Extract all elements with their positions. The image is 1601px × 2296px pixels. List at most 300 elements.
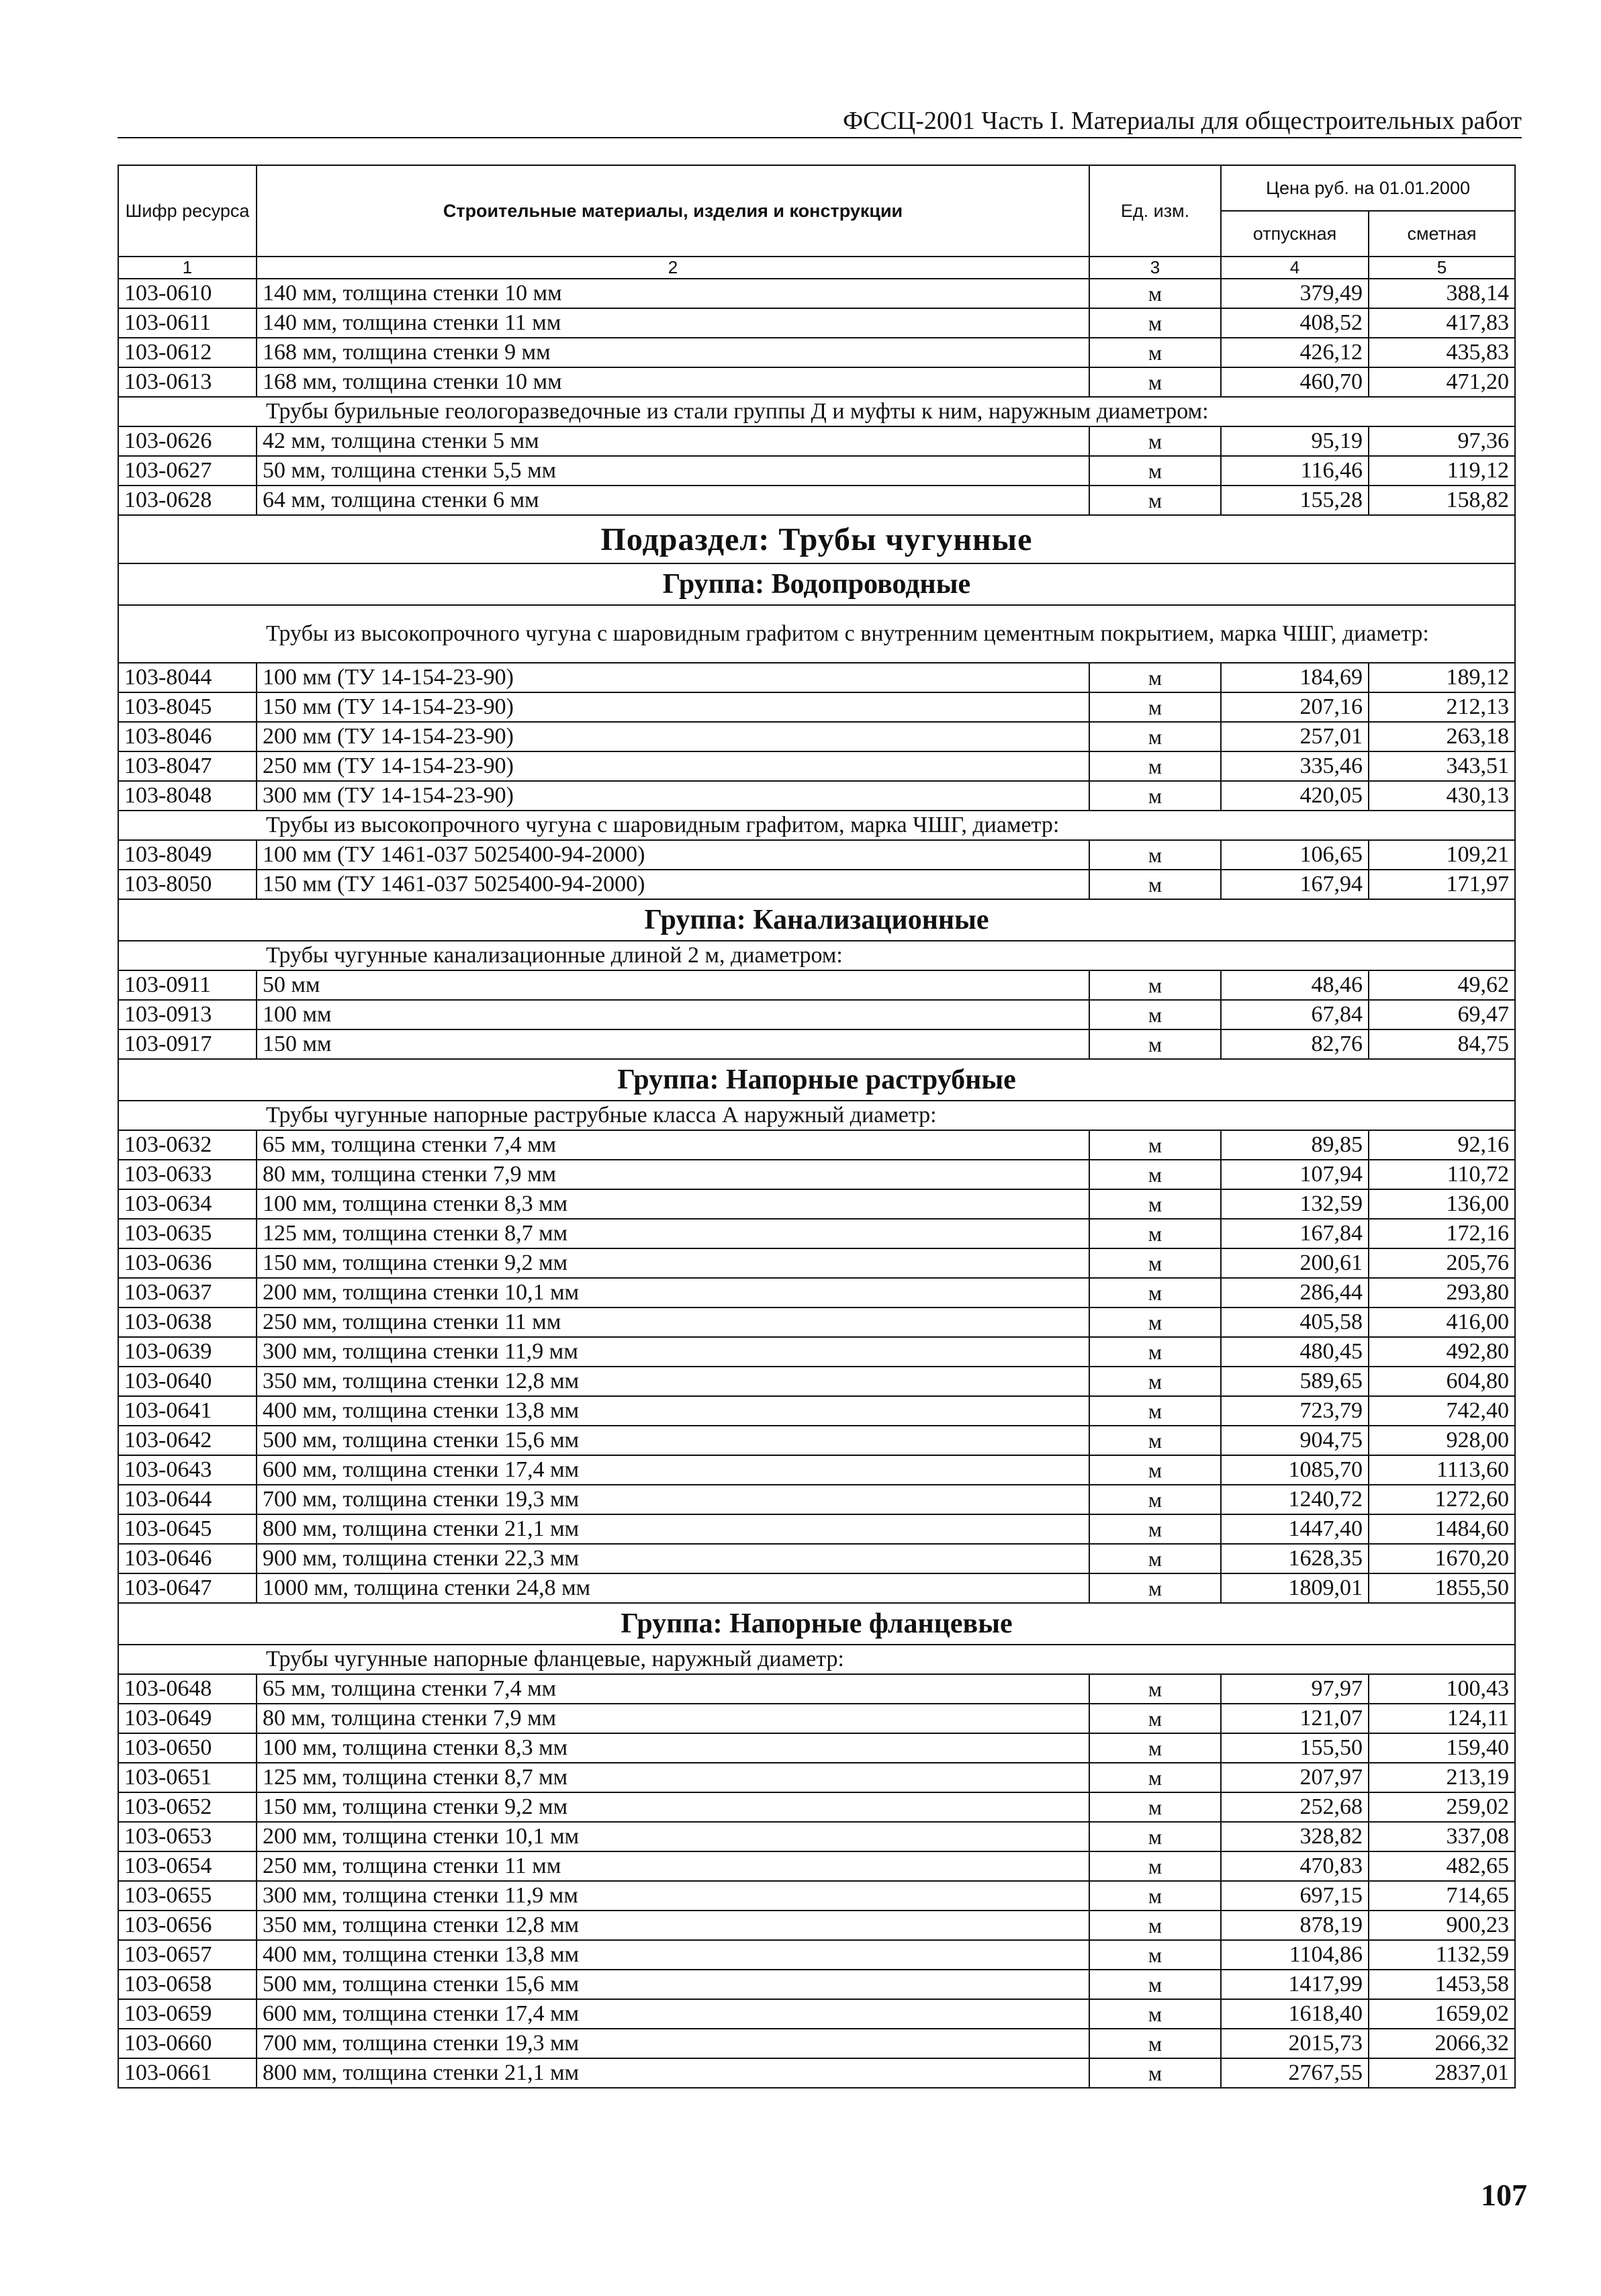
estimate-price: 109,21 (1369, 840, 1515, 870)
table-row (118, 1514, 1515, 1544)
table-row (118, 279, 1515, 308)
material-name: 42 мм, толщина стенки 5 мм (257, 426, 1089, 456)
estimate-price: 205,76 (1369, 1248, 1515, 1278)
estimate-price: 1132,59 (1369, 1940, 1515, 1970)
estimate-price: 92,16 (1369, 1130, 1515, 1160)
description-row (118, 811, 1515, 840)
material-name: 65 мм, толщина стенки 7,4 мм (257, 1674, 1089, 1704)
table-row (118, 1733, 1515, 1763)
estimate-price: 1484,60 (1369, 1514, 1515, 1544)
unit-cell: м (1089, 308, 1221, 338)
unit-cell: м (1089, 338, 1221, 367)
description-text: Трубы чугунные напорные фланцевые, наружный диаметр: (257, 1645, 1515, 1674)
unit-cell: м (1089, 870, 1221, 899)
estimate-price: 1855,50 (1369, 1573, 1515, 1603)
table-row (118, 751, 1515, 781)
release-price: 1628,35 (1221, 1544, 1369, 1573)
release-price: 95,19 (1221, 426, 1369, 456)
estimate-price: 1272,60 (1369, 1485, 1515, 1514)
release-price: 121,07 (1221, 1704, 1369, 1733)
release-price: 408,52 (1221, 308, 1369, 338)
resource-code: 103-0657 (118, 1940, 257, 1970)
table-row (118, 1189, 1515, 1219)
material-name: 125 мм, толщина стенки 8,7 мм (257, 1219, 1089, 1248)
table-body (118, 279, 1515, 2088)
release-price: 878,19 (1221, 1911, 1369, 1940)
release-price: 2015,73 (1221, 2029, 1369, 2058)
resource-code: 103-0653 (118, 1822, 257, 1851)
resource-code: 103-0659 (118, 1999, 257, 2029)
resource-code: 103-0642 (118, 1426, 257, 1455)
unit-cell: м (1089, 1573, 1221, 1603)
col-number: 3 (1089, 257, 1221, 279)
unit-cell: м (1089, 722, 1221, 751)
material-name: 64 мм, толщина стенки 6 мм (257, 486, 1089, 515)
release-price: 97,97 (1221, 1674, 1369, 1704)
release-price: 405,58 (1221, 1307, 1369, 1337)
estimate-price: 159,40 (1369, 1733, 1515, 1763)
table-row (118, 840, 1515, 870)
resource-code: 103-0632 (118, 1130, 257, 1160)
subsection-title: Подраздел: Трубы чугунные (118, 515, 1515, 563)
resource-code: 103-0661 (118, 2058, 257, 2088)
release-price: 480,45 (1221, 1337, 1369, 1367)
unit-cell: м (1089, 426, 1221, 456)
resource-code: 103-0913 (118, 1000, 257, 1029)
table-row (118, 663, 1515, 692)
estimate-price: 119,12 (1369, 456, 1515, 486)
unit-cell: м (1089, 279, 1221, 308)
release-price: 48,46 (1221, 970, 1369, 1000)
table-row (118, 308, 1515, 338)
material-name: 300 мм, толщина стенки 11,9 мм (257, 1337, 1089, 1367)
material-name: 150 мм (257, 1029, 1089, 1059)
page-number: 107 (1481, 2178, 1527, 2212)
table-row (118, 1367, 1515, 1396)
resource-code: 103-0640 (118, 1367, 257, 1396)
unit-cell: м (1089, 1999, 1221, 2029)
estimate-price: 69,47 (1369, 1000, 1515, 1029)
col-header-code: Шифр ресурса (118, 165, 257, 257)
unit-cell: м (1089, 1763, 1221, 1792)
description-row (118, 1645, 1515, 1674)
release-price: 2767,55 (1221, 2058, 1369, 2088)
table-row (118, 1763, 1515, 1792)
unit-cell: м (1089, 456, 1221, 486)
table-row (118, 1426, 1515, 1455)
material-name: 100 мм (ТУ 1461-037 5025400-94-2000) (257, 840, 1089, 870)
description-text: Трубы чугунные канализационные длиной 2 м, диаметром: (257, 941, 1515, 970)
table-row (118, 1029, 1515, 1059)
estimate-price: 416,00 (1369, 1307, 1515, 1337)
col-header-price: Цена руб. на 01.01.2000 (1221, 165, 1515, 211)
material-name: 100 мм (257, 1000, 1089, 1029)
resource-code: 103-0652 (118, 1792, 257, 1822)
estimate-price: 388,14 (1369, 279, 1515, 308)
unit-cell: м (1089, 1851, 1221, 1881)
resource-code: 103-0641 (118, 1396, 257, 1426)
material-name: 500 мм, толщина стенки 15,6 мм (257, 1426, 1089, 1455)
table-row (118, 1792, 1515, 1822)
release-price: 426,12 (1221, 338, 1369, 367)
table-row (118, 2058, 1515, 2088)
group-row (118, 899, 1515, 941)
unit-cell: м (1089, 1000, 1221, 1029)
material-name: 200 мм, толщина стенки 10,1 мм (257, 1278, 1089, 1307)
material-name: 900 мм, толщина стенки 22,3 мм (257, 1544, 1089, 1573)
resource-code: 103-0643 (118, 1455, 257, 1485)
unit-cell: м (1089, 367, 1221, 397)
release-price: 167,84 (1221, 1219, 1369, 1248)
estimate-price: 212,13 (1369, 692, 1515, 722)
material-name: 140 мм, толщина стенки 10 мм (257, 279, 1089, 308)
description-row (118, 941, 1515, 970)
estimate-price: 158,82 (1369, 486, 1515, 515)
resource-code: 103-0638 (118, 1307, 257, 1337)
material-name: 800 мм, толщина стенки 21,1 мм (257, 1514, 1089, 1544)
unit-cell: м (1089, 1426, 1221, 1455)
resource-code: 103-0639 (118, 1337, 257, 1367)
description-text: Трубы из высокопрочного чугуна с шаровидным графитом с внутренним цементным покрытием, марка ЧШГ, диаметр: (257, 605, 1515, 663)
unit-cell: м (1089, 1822, 1221, 1851)
estimate-price: 189,12 (1369, 663, 1515, 692)
release-price: 207,16 (1221, 692, 1369, 722)
unit-cell: м (1089, 1455, 1221, 1485)
estimate-price: 1113,60 (1369, 1455, 1515, 1485)
resource-code: 103-0611 (118, 308, 257, 338)
table-row (118, 1000, 1515, 1029)
release-price: 1417,99 (1221, 1970, 1369, 1999)
unit-cell: м (1089, 1367, 1221, 1396)
material-name: 250 мм, толщина стенки 11 мм (257, 1307, 1089, 1337)
unit-cell: м (1089, 486, 1221, 515)
table-row (118, 456, 1515, 486)
unit-cell: м (1089, 1733, 1221, 1763)
material-name: 700 мм, толщина стенки 19,3 мм (257, 1485, 1089, 1514)
resource-code: 103-0656 (118, 1911, 257, 1940)
estimate-price: 2066,32 (1369, 2029, 1515, 2058)
resource-code: 103-0646 (118, 1544, 257, 1573)
unit-cell: м (1089, 1544, 1221, 1573)
resource-code: 103-0627 (118, 456, 257, 486)
material-name: 500 мм, толщина стенки 15,6 мм (257, 1970, 1089, 1999)
release-price: 723,79 (1221, 1396, 1369, 1426)
description-row (118, 605, 1515, 663)
resource-code: 103-0634 (118, 1189, 257, 1219)
resource-code: 103-0633 (118, 1160, 257, 1189)
resource-code: 103-0628 (118, 486, 257, 515)
material-name: 168 мм, толщина стенки 10 мм (257, 367, 1089, 397)
release-price: 328,82 (1221, 1822, 1369, 1851)
release-price: 1618,40 (1221, 1999, 1369, 2029)
release-price: 207,97 (1221, 1763, 1369, 1792)
material-name: 400 мм, толщина стенки 13,8 мм (257, 1396, 1089, 1426)
material-name: 100 мм, толщина стенки 8,3 мм (257, 1189, 1089, 1219)
resource-code: 103-8046 (118, 722, 257, 751)
unit-cell: м (1089, 2058, 1221, 2088)
estimate-price: 1670,20 (1369, 1544, 1515, 1573)
resource-code: 103-0637 (118, 1278, 257, 1307)
table-row (118, 367, 1515, 397)
table-row (118, 1999, 1515, 2029)
material-name: 80 мм, толщина стенки 7,9 мм (257, 1704, 1089, 1733)
empty-code-cell (118, 1645, 257, 1674)
empty-code-cell (118, 1101, 257, 1130)
release-price: 460,70 (1221, 367, 1369, 397)
estimate-price: 84,75 (1369, 1029, 1515, 1059)
release-price: 1085,70 (1221, 1455, 1369, 1485)
table-row (118, 1573, 1515, 1603)
resource-code: 103-8050 (118, 870, 257, 899)
material-name: 250 мм (ТУ 14-154-23-90) (257, 751, 1089, 781)
release-price: 1104,86 (1221, 1940, 1369, 1970)
table-row (118, 1881, 1515, 1911)
unit-cell: м (1089, 1704, 1221, 1733)
table-row (118, 1278, 1515, 1307)
release-price: 89,85 (1221, 1130, 1369, 1160)
release-price: 82,76 (1221, 1029, 1369, 1059)
material-name: 150 мм, толщина стенки 9,2 мм (257, 1248, 1089, 1278)
release-price: 1240,72 (1221, 1485, 1369, 1514)
unit-cell: м (1089, 1674, 1221, 1704)
unit-cell: м (1089, 751, 1221, 781)
description-row (118, 1101, 1515, 1130)
unit-cell: м (1089, 1278, 1221, 1307)
table-row (118, 1396, 1515, 1426)
material-name: 100 мм, толщина стенки 8,3 мм (257, 1733, 1089, 1763)
resource-code: 103-0647 (118, 1573, 257, 1603)
material-name: 300 мм, толщина стенки 11,9 мм (257, 1881, 1089, 1911)
table-row (118, 1544, 1515, 1573)
col-number: 5 (1369, 257, 1515, 279)
col-header-estimate: сметная (1369, 211, 1515, 257)
release-price: 697,15 (1221, 1881, 1369, 1911)
table-row (118, 692, 1515, 722)
unit-cell: м (1089, 2029, 1221, 2058)
resource-code: 103-0626 (118, 426, 257, 456)
unit-cell: м (1089, 692, 1221, 722)
release-price: 470,83 (1221, 1851, 1369, 1881)
release-price: 155,28 (1221, 486, 1369, 515)
price-table (118, 165, 1516, 2088)
release-price: 335,46 (1221, 751, 1369, 781)
material-name: 150 мм (ТУ 14-154-23-90) (257, 692, 1089, 722)
table-row (118, 1851, 1515, 1881)
material-name: 200 мм (ТУ 14-154-23-90) (257, 722, 1089, 751)
estimate-price: 492,80 (1369, 1337, 1515, 1367)
table-row (118, 1911, 1515, 1940)
description-text: Трубы из высокопрочного чугуна с шаровидным графитом, марка ЧШГ, диаметр: (257, 811, 1515, 840)
description-row (118, 397, 1515, 426)
group-title: Группа: Канализационные (118, 899, 1515, 941)
material-name: 100 мм (ТУ 14-154-23-90) (257, 663, 1089, 692)
resource-code: 103-0635 (118, 1219, 257, 1248)
unit-cell: м (1089, 781, 1221, 811)
table-row (118, 1219, 1515, 1248)
empty-code-cell (118, 811, 257, 840)
release-price: 200,61 (1221, 1248, 1369, 1278)
unit-cell: м (1089, 1337, 1221, 1367)
material-name: 600 мм, толщина стенки 17,4 мм (257, 1999, 1089, 2029)
material-name: 700 мм, толщина стенки 19,3 мм (257, 2029, 1089, 2058)
resource-code: 103-0654 (118, 1851, 257, 1881)
release-price: 155,50 (1221, 1733, 1369, 1763)
estimate-price: 2837,01 (1369, 2058, 1515, 2088)
table-row (118, 426, 1515, 456)
release-price: 1809,01 (1221, 1573, 1369, 1603)
table-row (118, 338, 1515, 367)
estimate-price: 742,40 (1369, 1396, 1515, 1426)
release-price: 116,46 (1221, 456, 1369, 486)
resource-code: 103-0650 (118, 1733, 257, 1763)
unit-cell: м (1089, 840, 1221, 870)
table-row (118, 970, 1515, 1000)
release-price: 589,65 (1221, 1367, 1369, 1396)
estimate-price: 136,00 (1369, 1189, 1515, 1219)
resource-code: 103-0658 (118, 1970, 257, 1999)
estimate-price: 337,08 (1369, 1822, 1515, 1851)
estimate-price: 263,18 (1369, 722, 1515, 751)
col-number: 2 (257, 257, 1089, 279)
empty-code-cell (118, 397, 257, 426)
table-row (118, 1704, 1515, 1733)
unit-cell: м (1089, 1219, 1221, 1248)
material-name: 125 мм, толщина стенки 8,7 мм (257, 1763, 1089, 1792)
resource-code: 103-0911 (118, 970, 257, 1000)
resource-code: 103-8045 (118, 692, 257, 722)
empty-code-cell (118, 605, 257, 663)
table-row (118, 1970, 1515, 1999)
table-row (118, 1674, 1515, 1704)
resource-code: 103-0655 (118, 1881, 257, 1911)
material-name: 150 мм (ТУ 1461-037 5025400-94-2000) (257, 870, 1089, 899)
unit-cell: м (1089, 1189, 1221, 1219)
unit-cell: м (1089, 1792, 1221, 1822)
unit-cell: м (1089, 1514, 1221, 1544)
material-name: 250 мм, толщина стенки 11 мм (257, 1851, 1089, 1881)
release-price: 420,05 (1221, 781, 1369, 811)
estimate-price: 293,80 (1369, 1278, 1515, 1307)
unit-cell: м (1089, 1396, 1221, 1426)
release-price: 67,84 (1221, 1000, 1369, 1029)
estimate-price: 417,83 (1369, 308, 1515, 338)
unit-cell: м (1089, 1248, 1221, 1278)
col-number: 1 (118, 257, 257, 279)
unit-cell: м (1089, 1130, 1221, 1160)
estimate-price: 110,72 (1369, 1160, 1515, 1189)
group-row (118, 563, 1515, 605)
table-header (118, 165, 1515, 279)
table-row (118, 1822, 1515, 1851)
resource-code: 103-0660 (118, 2029, 257, 2058)
material-name: 50 мм, толщина стенки 5,5 мм (257, 456, 1089, 486)
empty-code-cell (118, 941, 257, 970)
material-name: 300 мм (ТУ 14-154-23-90) (257, 781, 1089, 811)
material-name: 350 мм, толщина стенки 12,8 мм (257, 1911, 1089, 1940)
unit-cell: м (1089, 1485, 1221, 1514)
resource-code: 103-0648 (118, 1674, 257, 1704)
resource-code: 103-8049 (118, 840, 257, 870)
estimate-price: 1659,02 (1369, 1999, 1515, 2029)
resource-code: 103-8047 (118, 751, 257, 781)
resource-code: 103-0613 (118, 367, 257, 397)
material-name: 350 мм, толщина стенки 12,8 мм (257, 1367, 1089, 1396)
release-price: 252,68 (1221, 1792, 1369, 1822)
description-text: Трубы чугунные напорные раструбные класса А наружный диаметр: (257, 1101, 1515, 1130)
estimate-price: 471,20 (1369, 367, 1515, 397)
table-row (118, 1248, 1515, 1278)
group-title: Группа: Напорные фланцевые (118, 1603, 1515, 1645)
unit-cell: м (1089, 1911, 1221, 1940)
estimate-price: 171,97 (1369, 870, 1515, 899)
estimate-price: 482,65 (1369, 1851, 1515, 1881)
material-name: 140 мм, толщина стенки 11 мм (257, 308, 1089, 338)
estimate-price: 900,23 (1369, 1911, 1515, 1940)
group-row (118, 1603, 1515, 1645)
col-header-unit: Ед. изм. (1089, 165, 1221, 257)
table-row (118, 486, 1515, 515)
resource-code: 103-0610 (118, 279, 257, 308)
release-price: 286,44 (1221, 1278, 1369, 1307)
table-row (118, 2029, 1515, 2058)
material-name: 1000 мм, толщина стенки 24,8 мм (257, 1573, 1089, 1603)
group-title: Группа: Водопроводные (118, 563, 1515, 605)
table-row (118, 1160, 1515, 1189)
estimate-price: 213,19 (1369, 1763, 1515, 1792)
estimate-price: 343,51 (1369, 751, 1515, 781)
material-name: 200 мм, толщина стенки 10,1 мм (257, 1822, 1089, 1851)
estimate-price: 435,83 (1369, 338, 1515, 367)
material-name: 400 мм, толщина стенки 13,8 мм (257, 1940, 1089, 1970)
unit-cell: м (1089, 1881, 1221, 1911)
release-price: 106,65 (1221, 840, 1369, 870)
estimate-price: 124,11 (1369, 1704, 1515, 1733)
estimate-price: 259,02 (1369, 1792, 1515, 1822)
estimate-price: 1453,58 (1369, 1970, 1515, 1999)
col-number: 4 (1221, 257, 1369, 279)
resource-code: 103-0644 (118, 1485, 257, 1514)
release-price: 184,69 (1221, 663, 1369, 692)
unit-cell: м (1089, 663, 1221, 692)
col-header-name: Строительные материалы, изделия и конструкции (257, 165, 1089, 257)
material-name: 65 мм, толщина стенки 7,4 мм (257, 1130, 1089, 1160)
material-name: 168 мм, толщина стенки 9 мм (257, 338, 1089, 367)
header-rule (118, 137, 1522, 138)
subsection-row (118, 515, 1515, 563)
release-price: 132,59 (1221, 1189, 1369, 1219)
estimate-price: 928,00 (1369, 1426, 1515, 1455)
estimate-price: 604,80 (1369, 1367, 1515, 1396)
group-title: Группа: Напорные раструбные (118, 1059, 1515, 1101)
table-row (118, 781, 1515, 811)
table-row (118, 722, 1515, 751)
description-text: Трубы бурильные геологоразведочные из стали группы Д и муфты к ним, наружным диаметром: (257, 397, 1515, 426)
release-price: 257,01 (1221, 722, 1369, 751)
table-row (118, 1940, 1515, 1970)
estimate-price: 97,36 (1369, 426, 1515, 456)
resource-code: 103-8044 (118, 663, 257, 692)
release-price: 107,94 (1221, 1160, 1369, 1189)
estimate-price: 172,16 (1369, 1219, 1515, 1248)
group-row (118, 1059, 1515, 1101)
table-row (118, 1130, 1515, 1160)
table-row (118, 1485, 1515, 1514)
estimate-price: 100,43 (1369, 1674, 1515, 1704)
estimate-price: 49,62 (1369, 970, 1515, 1000)
release-price: 167,94 (1221, 870, 1369, 899)
unit-cell: м (1089, 970, 1221, 1000)
material-name: 600 мм, толщина стенки 17,4 мм (257, 1455, 1089, 1485)
